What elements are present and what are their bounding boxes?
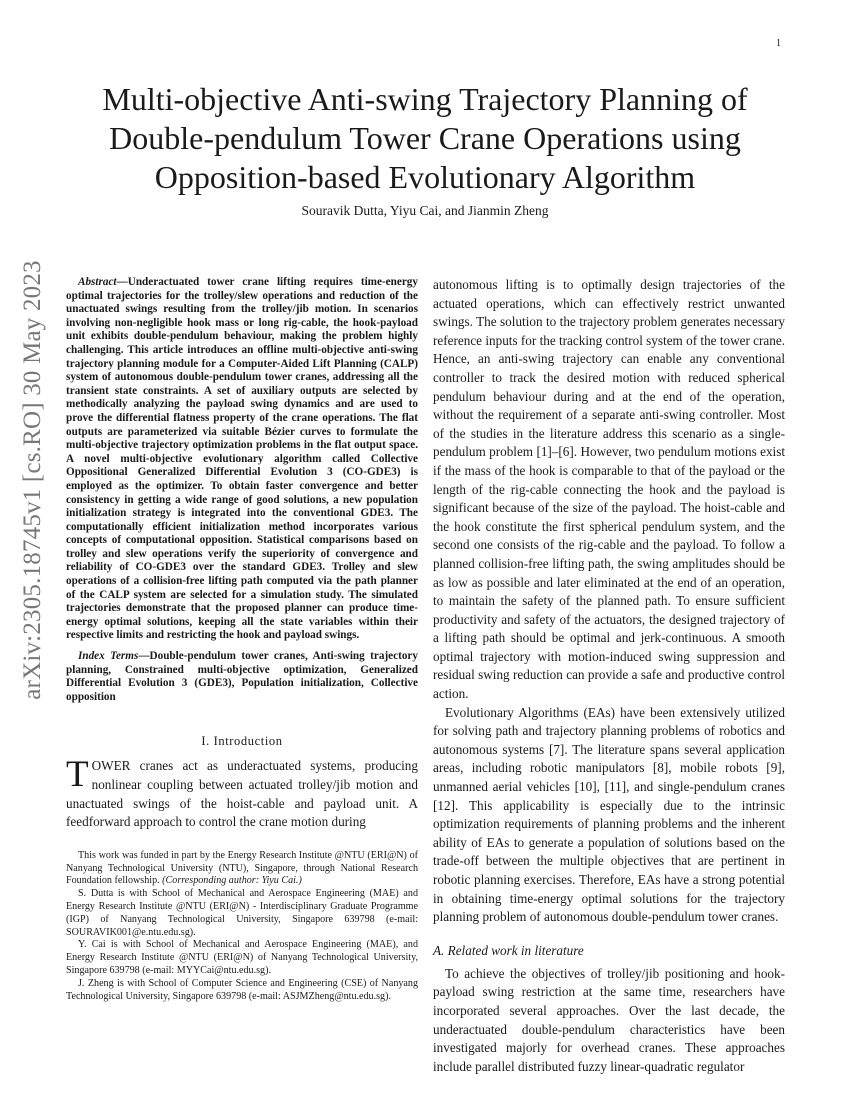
index-terms-text: —Double-pendulum tower cranes, Anti-swing trajectory planning, Constrained multi-objective optimization, Generalized Differential Evolution 3 (GDE3), Population initialization, Collective opposition <box>66 650 418 703</box>
intro-caps-word: OWER <box>91 758 131 774</box>
paper-authors: Souravik Dutta, Yiyu Cai, and Jianmin Zheng <box>301 203 549 218</box>
section-heading-introduction: I. Introduction <box>201 734 283 749</box>
page-number: 1 <box>776 38 781 49</box>
introduction-paragraph <box>66 754 418 831</box>
subsection-heading-related-work: A. Related work in literature <box>433 942 584 958</box>
abstract-text: —Underactuated tower crane lifting requires time-energy optimal trajectories for the trolley/slew operations and reduction of the unactuated swings resulting from the trolley/jib motion. In scenarios involving non-negligible hook mass or long rig-cable, the hook-payload unit exhibits double-pendulum behaviour, making the problem highly challenging. This article introduces an offline multi-objective anti-swing trajectory planning module for a Computer-Aided Lift Planning (CALP) system of autonomous double-pendulum tower cranes, addressing all the transient state constraints. A set of auxiliary outputs are selected by methodically analyzing the payload swing dynamics and are used to prove the differential flatness property of the crane operations. The flat outputs are parameterized via suitable Bézier curves to formulate the multi-objective trajectory optimization problems in the flat output space. A novel multi-objective evolutionary algorithm called Collective Oppositional Generalized Differential Evolution 3 (CO-GDE3) is employed as the optimizer. To obtain faster convergence and better consistency in getting a wide range of good solutions, a new population initialization strategy is integrated into the conventional GDE3. The computationally efficient initialization method incorporates various concepts of computational opposition. Statistical comparisons based on trolley and slew operations verify the superiority of convergence and reliability of CO-GDE3 over the standard GDE3. Trolley and slew operations of a collision-free lifting path computed via the path planner of the CALP system are selected for a simulation study. The simulated trajectories demonstrate that the proposed planner can produce time-energy optimal solutions, keeping all the state variables within their respective limits and restricting the hook and payload swings. <box>66 276 418 642</box>
introduction-text: cranes act as underactuated systems, producing nonlinear coupling between actuated trolley/jib motion and unactuated swings of the hoist-cable and payload unit. A feedforward approach to control the crane motion during <box>66 758 418 830</box>
footnote-cai: Y. Cai is with School of Mechanical and Aerospace Engineering (MAE), and Energy Research Institute @NTU (ERI@N) of Nanyang Technological University, Singapore 639798 (e-mail: MYYCai@ntu.edu.sg). <box>66 939 418 976</box>
footnotes <box>66 850 418 1004</box>
body-paragraph-2: Evolutionary Algorithms (EAs) have been extensively utilized for solving path and trajectory planning problems of robotics and autonomous systems [7]. The literature spans several application areas, including robotic manipulators [8], mobile robots [9], unmanned aerial vehicles [10], [11], and single-pendulum cranes [12]. This applicability is especially due to the intrinsic optimization requirements of planning problems and the inherent ability of EAs to generate a population of solutions based on the trade-off between the multiple objectives that are pertinent in robotic planning exercises. Therefore, EAs have a strong potential in obtaining time-energy optimal solutions for the trajectory planning problem of autonomous double-pendulum tower cranes. <box>433 704 785 925</box>
footnote-zheng: J. Zheng is with School of Computer Science and Engineering (CSE) of Nanyang Technological University, Singapore 639798 (e-mail: ASJMZheng@ntu.edu.sg). <box>66 977 418 1002</box>
right-column <box>433 276 785 1076</box>
footnote-corresponding-author: (Corresponding author: Yiyu Cai.) <box>162 875 302 887</box>
abstract-label: Abstract <box>78 276 117 288</box>
footnote-funding <box>66 850 418 888</box>
index-terms-label: Index Terms <box>78 650 139 663</box>
body-paragraph-1: autonomous lifting is to optimally design trajectories of the actuated operations, which can effectively restrict unwanted swings. The solution to the trajectory problem generates necessary reference inputs for the tracking control system of the tower crane. Hence, an anti-swing trajectory can enable any conventional controller to track the desired motion with reduced spherical pendulum behaviour during and at the end of the operation, without the requirement of a separate anti-swing controller. Most of the studies in the literature address this scenario as a single-pendulum problem [1]–[6]. However, two pendulum motions exist if the mass of the hook is comparable to that of the payload or the length of the rig-cable connecting the hook and the payload is significant because of the size of the payload. The hoist-cable and the hook constitute the first spherical pendulum system, and the second one consists of the rig-cable and the payload. To follow a planned collision-free lifting path, the swing amplitudes should be as low as possible and later eliminated at the end of an operation, to maintain the safety of the planned path. To ensure sufficient productivity and safety of the actuators, the designed trajectory of a lifting path should be optimal and jerk-continuous. A smooth optimal trajectory with motion-induced swing suppression and residual swing reduction can provide a safe and productive control action. <box>433 277 785 702</box>
arxiv-identifier-stamp <box>14 260 52 700</box>
paper-title: Multi-objective Anti-swing Trajectory Planning of Double-pendulum Tower Crane Operations using Opposition-based Evolutionary Algorithm <box>102 81 748 195</box>
footnote-funding-text: This work was funded in part by the Energy Research Institute @NTU (ERI@N) of Nanyang Technological University (NTU), Singapore, through National Research Foundation fellowship. <box>66 849 418 887</box>
arxiv-identifier-text: arXiv:2305.18745v1 [cs.RO] 30 May 2023 <box>19 260 46 700</box>
left-column <box>66 276 418 1003</box>
body-paragraph-3: To achieve the objectives of trolley/jib positioning and hook-payload swing restriction at the same time, researchers have incorporated several approaches. Over the last decade, the underactuated double-pendulum characteristics have been investigated majorly for overhead cranes. These approaches include parallel distributed fuzzy linear-quadratic regulator <box>433 965 785 1074</box>
index-terms <box>66 650 418 704</box>
abstract <box>66 276 418 643</box>
footnote-dutta: S. Dutta is with School of Mechanical and Aerospace Engineering (MAE) and Energy Research Institute @NTU (ERI@N) - Interdisciplinary Graduate Programme (IGP) of Nanyang Technological University, Singapore 639798 (e-mail: SOURAVIK001@e.ntu.edu.sg). <box>66 888 418 938</box>
drop-cap-letter: T <box>66 754 89 796</box>
